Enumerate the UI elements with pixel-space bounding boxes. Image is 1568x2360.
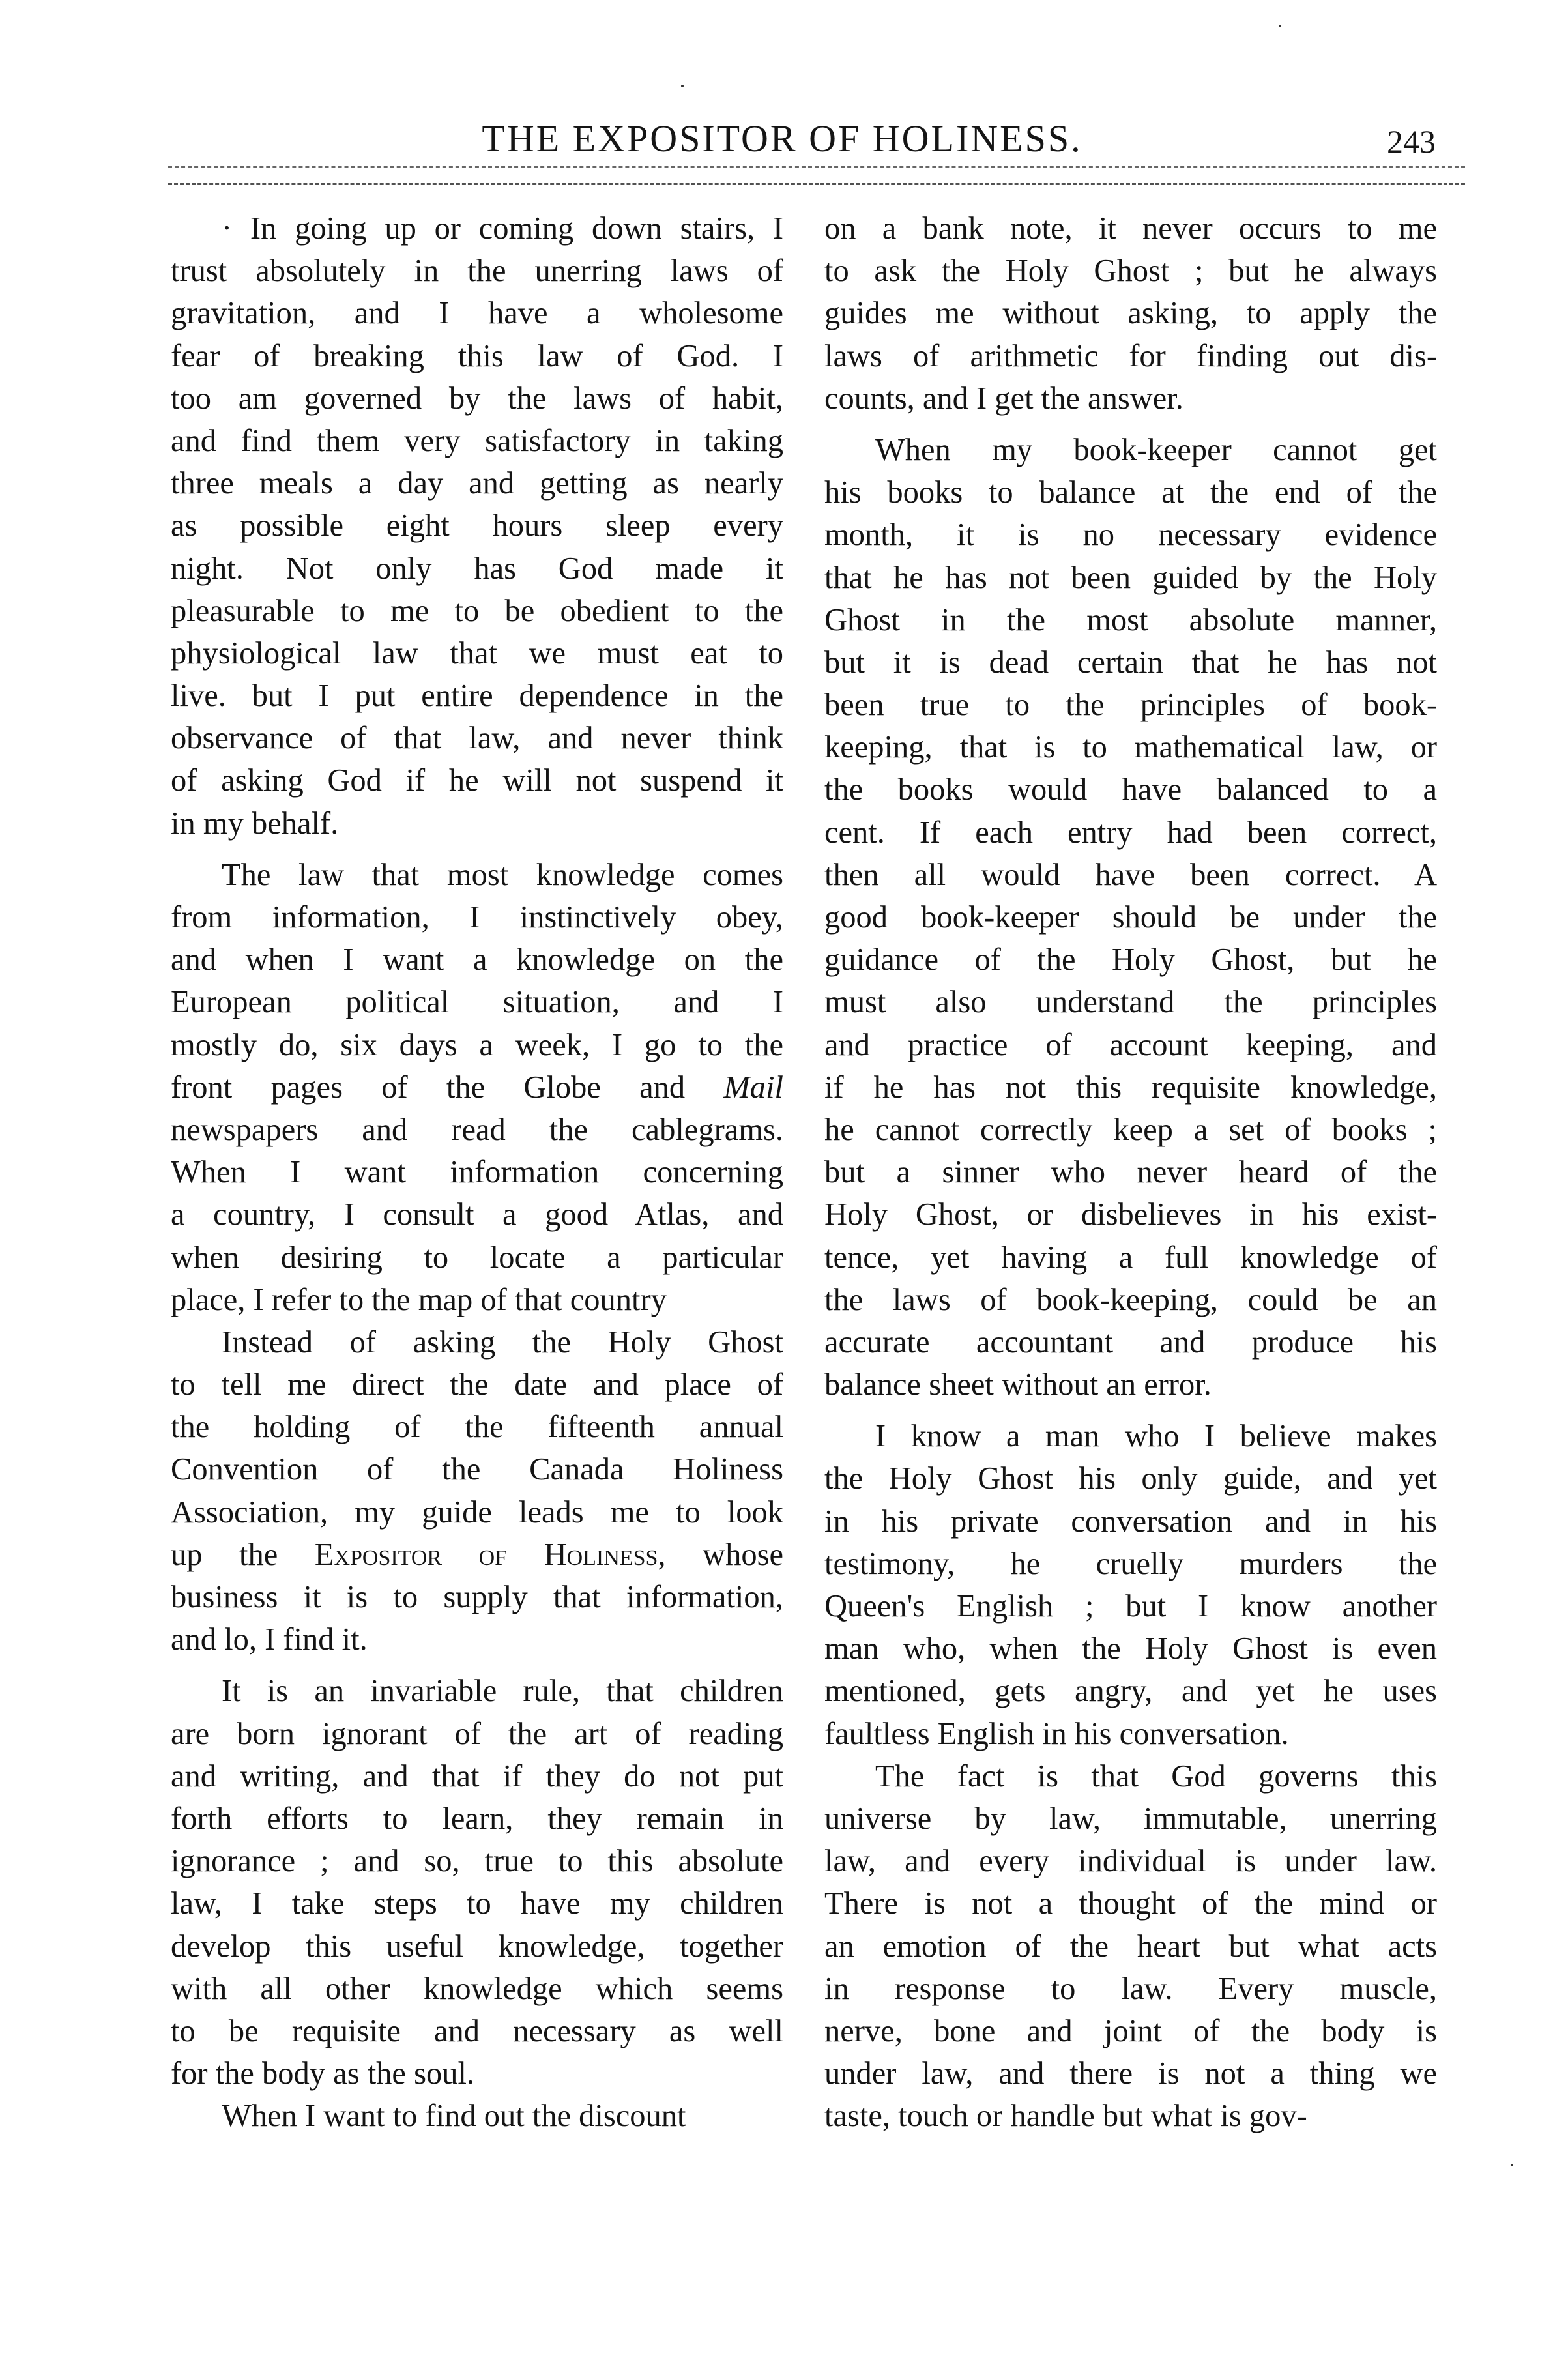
text-line: The fact is that God governs this: [875, 1758, 1437, 1794]
text-line: that he has not been guided by the Holy: [824, 560, 1437, 595]
text-line: as possible eight hours sleep every: [171, 508, 783, 544]
text-line: the laws of book-keeping, could be an: [824, 1282, 1437, 1317]
text-line: tence, yet having a full knowledge of: [824, 1240, 1437, 1275]
paragraph: [171, 1670, 783, 2095]
text-line: forth efforts to learn, they remain in: [171, 1801, 783, 1836]
text-line: testimony, he cruelly murders the: [824, 1546, 1437, 1581]
text-line: mentioned, gets angry, and yet he uses: [824, 1674, 1437, 1709]
text-line: pleasurable to me to be obedient to the: [171, 593, 783, 628]
text-line: in my behalf.: [171, 806, 339, 841]
paragraph-gap: [824, 1406, 1437, 1415]
text-line: Association, my guide leads me to look: [171, 1494, 783, 1530]
text-line: to tell me direct the date and place of: [171, 1367, 783, 1403]
text-line: I know a man who I believe makes: [875, 1419, 1437, 1454]
text-line: too am governed by the laws of habit,: [171, 381, 783, 416]
text-line: for the body as the soul.: [171, 2056, 475, 2091]
text-line: observance of that law, and never think: [171, 721, 783, 756]
text-line: fear of breaking this law of God. I: [171, 338, 783, 373]
text-line: mostly do, six days a week, I go to the: [171, 1027, 783, 1062]
header-rule-bottom: [168, 183, 1465, 185]
text-line: There is not a thought of the mind or: [824, 1886, 1437, 1921]
text-line: are born ignorant of the art of reading: [171, 1716, 783, 1751]
text-line: to be requisite and necessary as well: [171, 2013, 783, 2048]
text-line: newspapers and read the cablegrams.: [171, 1112, 783, 1147]
text-line: and practice of account keeping, and: [824, 1027, 1437, 1062]
paragraph: [824, 1415, 1437, 1755]
text-line: When I want to find out the discount: [222, 2099, 686, 2134]
text-line: and when I want a knowledge on the: [171, 942, 783, 978]
text-line: month, it is no necessary evidence: [824, 517, 1437, 553]
page-number: 243: [1387, 123, 1436, 160]
text-line: when desiring to locate a particular: [171, 1240, 783, 1275]
text-line: nerve, bone and joint of the body is: [824, 2013, 1437, 2048]
text-line: develop this useful knowledge, together: [171, 1929, 783, 1964]
text-line: It is an invariable rule, that children: [222, 1674, 783, 1709]
text-line: the books would have balanced to a: [824, 772, 1437, 808]
print-speck: [1511, 2164, 1513, 2166]
text-line: good book-keeper should be under the: [824, 900, 1437, 935]
paragraph: [171, 854, 783, 1321]
text-line: faultless English in his conversation.: [824, 1716, 1289, 1751]
text-line: been true to the principles of book-: [824, 688, 1437, 723]
text-line: Convention of the Canada Holiness: [171, 1452, 783, 1487]
text-line: guides me without asking, to apply the: [824, 296, 1437, 331]
text-line: but it is dead certain that he has not: [824, 645, 1437, 680]
text-line: gravitation, and I have a wholesome: [171, 296, 783, 331]
text-line: three meals a day and getting as nearly: [171, 466, 783, 501]
text-line: trust absolutely in the unerring laws of: [171, 254, 783, 289]
text-line: and lo, I find it.: [171, 1622, 368, 1657]
paragraph: [824, 429, 1437, 1406]
text-line: and writing, and that if they do not put: [171, 1758, 783, 1794]
text-line: under law, and there is not a thing we: [824, 2056, 1437, 2091]
text-line: taste, touch or handle but what is gov-: [824, 2099, 1307, 2134]
text-line: place, I refer to the map of that country: [171, 1282, 667, 1317]
text-line: Holy Ghost, or disbelieves in his exist-: [824, 1197, 1437, 1232]
text-line: from information, I instinctively obey,: [171, 900, 783, 935]
text-line: · In going up or coming down stairs, I: [222, 211, 783, 246]
text-line: The law that most knowledge comes: [222, 857, 783, 892]
text-line: the Holy Ghost his only guide, and yet: [824, 1461, 1437, 1496]
text-line: counts, and I get the answer.: [824, 381, 1183, 416]
text-line: law, I take steps to have my children: [171, 1886, 783, 1921]
text-line: physiological law that we must eat to: [171, 635, 783, 671]
text-line: guidance of the Holy Ghost, but he: [824, 942, 1437, 978]
text-line: accurate accountant and produce his: [824, 1324, 1437, 1360]
text-line: on a bank note, it never occurs to me: [824, 211, 1437, 246]
right-column: [824, 207, 1437, 2137]
text-line: Ghost in the most absolute manner,: [824, 602, 1437, 637]
italic-title: Mail: [723, 1070, 783, 1105]
text-line: of asking God if he will not suspend it: [171, 763, 783, 798]
paragraph-gap: [171, 845, 783, 854]
paragraph: [171, 2095, 783, 2137]
text-line: his books to balance at the end of the: [824, 475, 1437, 510]
text-line: he cannot correctly keep a set of books ;: [824, 1112, 1437, 1147]
text-line: in response to law. Every muscle,: [824, 1971, 1437, 2006]
publication-name: Expositor of Holiness: [314, 1537, 658, 1572]
text-line: if he has not this requisite knowledge,: [824, 1070, 1437, 1105]
left-column: [171, 207, 783, 2137]
text-line: When my book-keeper cannot get: [875, 432, 1437, 467]
text-line: a country, I consult a good Atlas, and: [171, 1197, 783, 1232]
text-line: but a sinner who never heard of the: [824, 1155, 1437, 1190]
text-line: business it is to supply that information,: [171, 1580, 783, 1614]
print-speck: [681, 85, 684, 87]
running-title: THE EXPOSITOR OF HOLINESS.: [482, 117, 1082, 160]
page-header: [0, 116, 1568, 168]
text-line: front pages of the Globe and Mail: [171, 1070, 783, 1105]
text-line: European political situation, and I: [171, 985, 783, 1020]
paragraph-gap: [824, 420, 1437, 429]
text-line: cent. If each entry had been correct,: [824, 815, 1437, 850]
text-line: law, and every individual is under law.: [824, 1844, 1437, 1879]
text-line: must also understand the principles: [824, 985, 1437, 1020]
print-speck: [1279, 25, 1281, 27]
paragraph-gap: [171, 1661, 783, 1670]
text-line: ignorance ; and so, true to this absolute: [171, 1844, 783, 1879]
paragraph: [824, 207, 1437, 420]
text-line: and find them very satisfactory in taking: [171, 423, 783, 458]
text-line: to ask the Holy Ghost ; but he always: [824, 254, 1437, 289]
paragraph: [171, 207, 783, 845]
text-line: an emotion of the heart but what acts: [824, 1929, 1437, 1964]
text-line: When I want information concerning: [171, 1155, 783, 1190]
text-line: keeping, that is to mathematical law, or: [824, 730, 1437, 765]
text-line: laws of arithmetic for finding out dis-: [824, 338, 1437, 373]
paragraph: [171, 1321, 783, 1661]
text-line: with all other knowledge which seems: [171, 1971, 783, 2006]
text-line: live. but I put entire dependence in the: [171, 678, 783, 714]
text-line: Queen's English ; but I know another: [824, 1589, 1437, 1624]
header-rule-top: [168, 166, 1465, 168]
text-line: night. Not only has God made it: [171, 551, 783, 586]
text-line: man who, when the Holy Ghost is even: [824, 1631, 1437, 1667]
paragraph: [824, 1755, 1437, 2138]
text-line: Instead of asking the Holy Ghost: [222, 1324, 783, 1360]
text-line: balance sheet without an error.: [824, 1367, 1212, 1403]
text-line: up the Expositor of Holiness, whose: [171, 1537, 783, 1572]
text-line: universe by law, immutable, unerring: [824, 1801, 1437, 1836]
text-line: then all would have been correct. A: [824, 857, 1437, 892]
text-line: the holding of the fifteenth annual: [171, 1410, 783, 1445]
text-line: in his private conversation and in his: [824, 1504, 1437, 1539]
